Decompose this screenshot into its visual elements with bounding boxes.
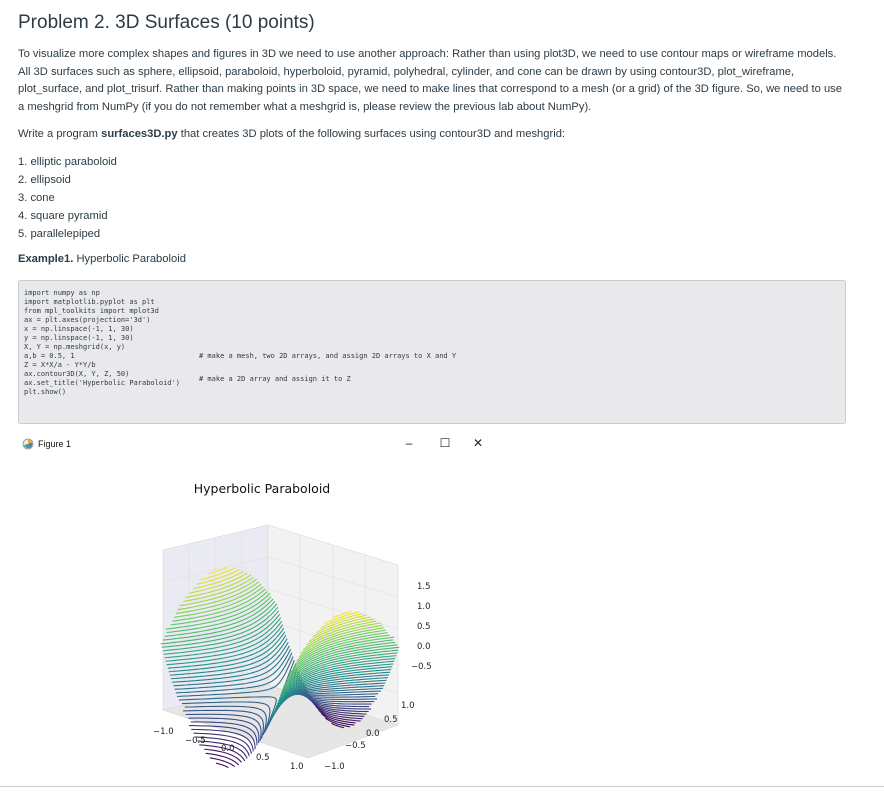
list-item: 1. elliptic paraboloid (18, 156, 117, 168)
z-tick: 1.0 (417, 602, 431, 612)
contour-line (206, 753, 239, 765)
chart-title: Hyperbolic Paraboloid (193, 481, 331, 496)
hyperbolic-paraboloid-plot (18, 470, 458, 782)
y-tick: −0.5 (345, 741, 366, 751)
task-prefix: Write a program (18, 128, 102, 140)
x-tick: 0.0 (221, 744, 235, 754)
y-tick: 0.5 (384, 715, 398, 725)
code-text: import numpy as np import matplotlib.pyplot as plt from mpl_toolkits import mplot3d ax = plt.axes(projection='3d') x = np.linspace(-1, 1, 30) y = np.linspace(-1, 1, 30) X, Y = np.meshgrid(x, y) a,b = 0.5, 1 Z = X*X/a - Y*Y/b ax.contour3D(X, Y, Z, 50) ax.set_title('Hyperbolic Paraboloid') plt.show() (24, 289, 180, 396)
z-tick: 1.5 (417, 582, 431, 592)
maximize-button[interactable]: ☐ (439, 436, 451, 450)
page-title: Problem 2. 3D Surfaces (10 points) (18, 12, 315, 33)
bottom-divider (0, 786, 884, 787)
task-suffix: that creates 3D plots of the following surfaces using contour3D and meshgrid: (177, 128, 566, 140)
z-axis-ticks (411, 582, 432, 672)
z-tick: 0.5 (417, 622, 431, 632)
example-name: Hyperbolic Paraboloid (73, 253, 186, 265)
y-tick: 0.0 (366, 729, 380, 739)
matplotlib-icon (22, 438, 34, 450)
y-tick: −1.0 (324, 762, 345, 772)
x-tick: 1.0 (290, 762, 304, 772)
task-instruction (18, 128, 565, 140)
x-tick: 0.5 (256, 753, 270, 763)
example-heading (18, 253, 186, 265)
figure-window-titlebar (18, 436, 518, 454)
surface-list (18, 153, 117, 243)
task-filename: surfaces3D.py (101, 128, 178, 140)
list-item: 3. cone (18, 192, 55, 204)
list-item: 5. parallelepiped (18, 228, 101, 240)
intro-paragraph: To visualize more complex shapes and figures in 3D we need to use another approach: Rather than using plot3D, we need to use contour maps or wireframe models. All 3D surfaces such as sphere, ellipsoid, paraboloid, hyperboloid, pyramid, polyhedral, cylinder, and cone can be drawn by using contour3D, plot_wireframe, plot_surface, and plot_trisurf. Rather than making points in 3D space, we need to make lines that correspond to a mesh (or a grid) of the 3D figure. So, we need to use a meshgrid from NumPy (if you do not remember what a meshgrid is, please review the previous lab about NumPy). (18, 48, 842, 113)
contour-line (216, 763, 228, 767)
x-tick: −1.0 (153, 727, 174, 737)
z-tick: 0.0 (417, 642, 431, 652)
minimize-button[interactable]: – (405, 436, 413, 450)
figure-title: Figure 1 (38, 439, 72, 449)
close-button[interactable]: ✕ (472, 436, 484, 450)
code-comment-z: # make a 2D array and assign it to Z (199, 375, 351, 383)
code-comment-mesh: # make a mesh, two 2D arrays, and assign 2D arrays to X and Y (199, 352, 457, 360)
y-tick: 1.0 (401, 701, 415, 711)
example-label: Example1. (18, 253, 74, 265)
x-tick: −0.5 (185, 736, 206, 746)
list-item: 4. square pyramid (18, 210, 108, 222)
z-tick: −0.5 (411, 662, 432, 672)
code-block (18, 280, 846, 424)
list-item: 2. ellipsoid (18, 174, 71, 186)
